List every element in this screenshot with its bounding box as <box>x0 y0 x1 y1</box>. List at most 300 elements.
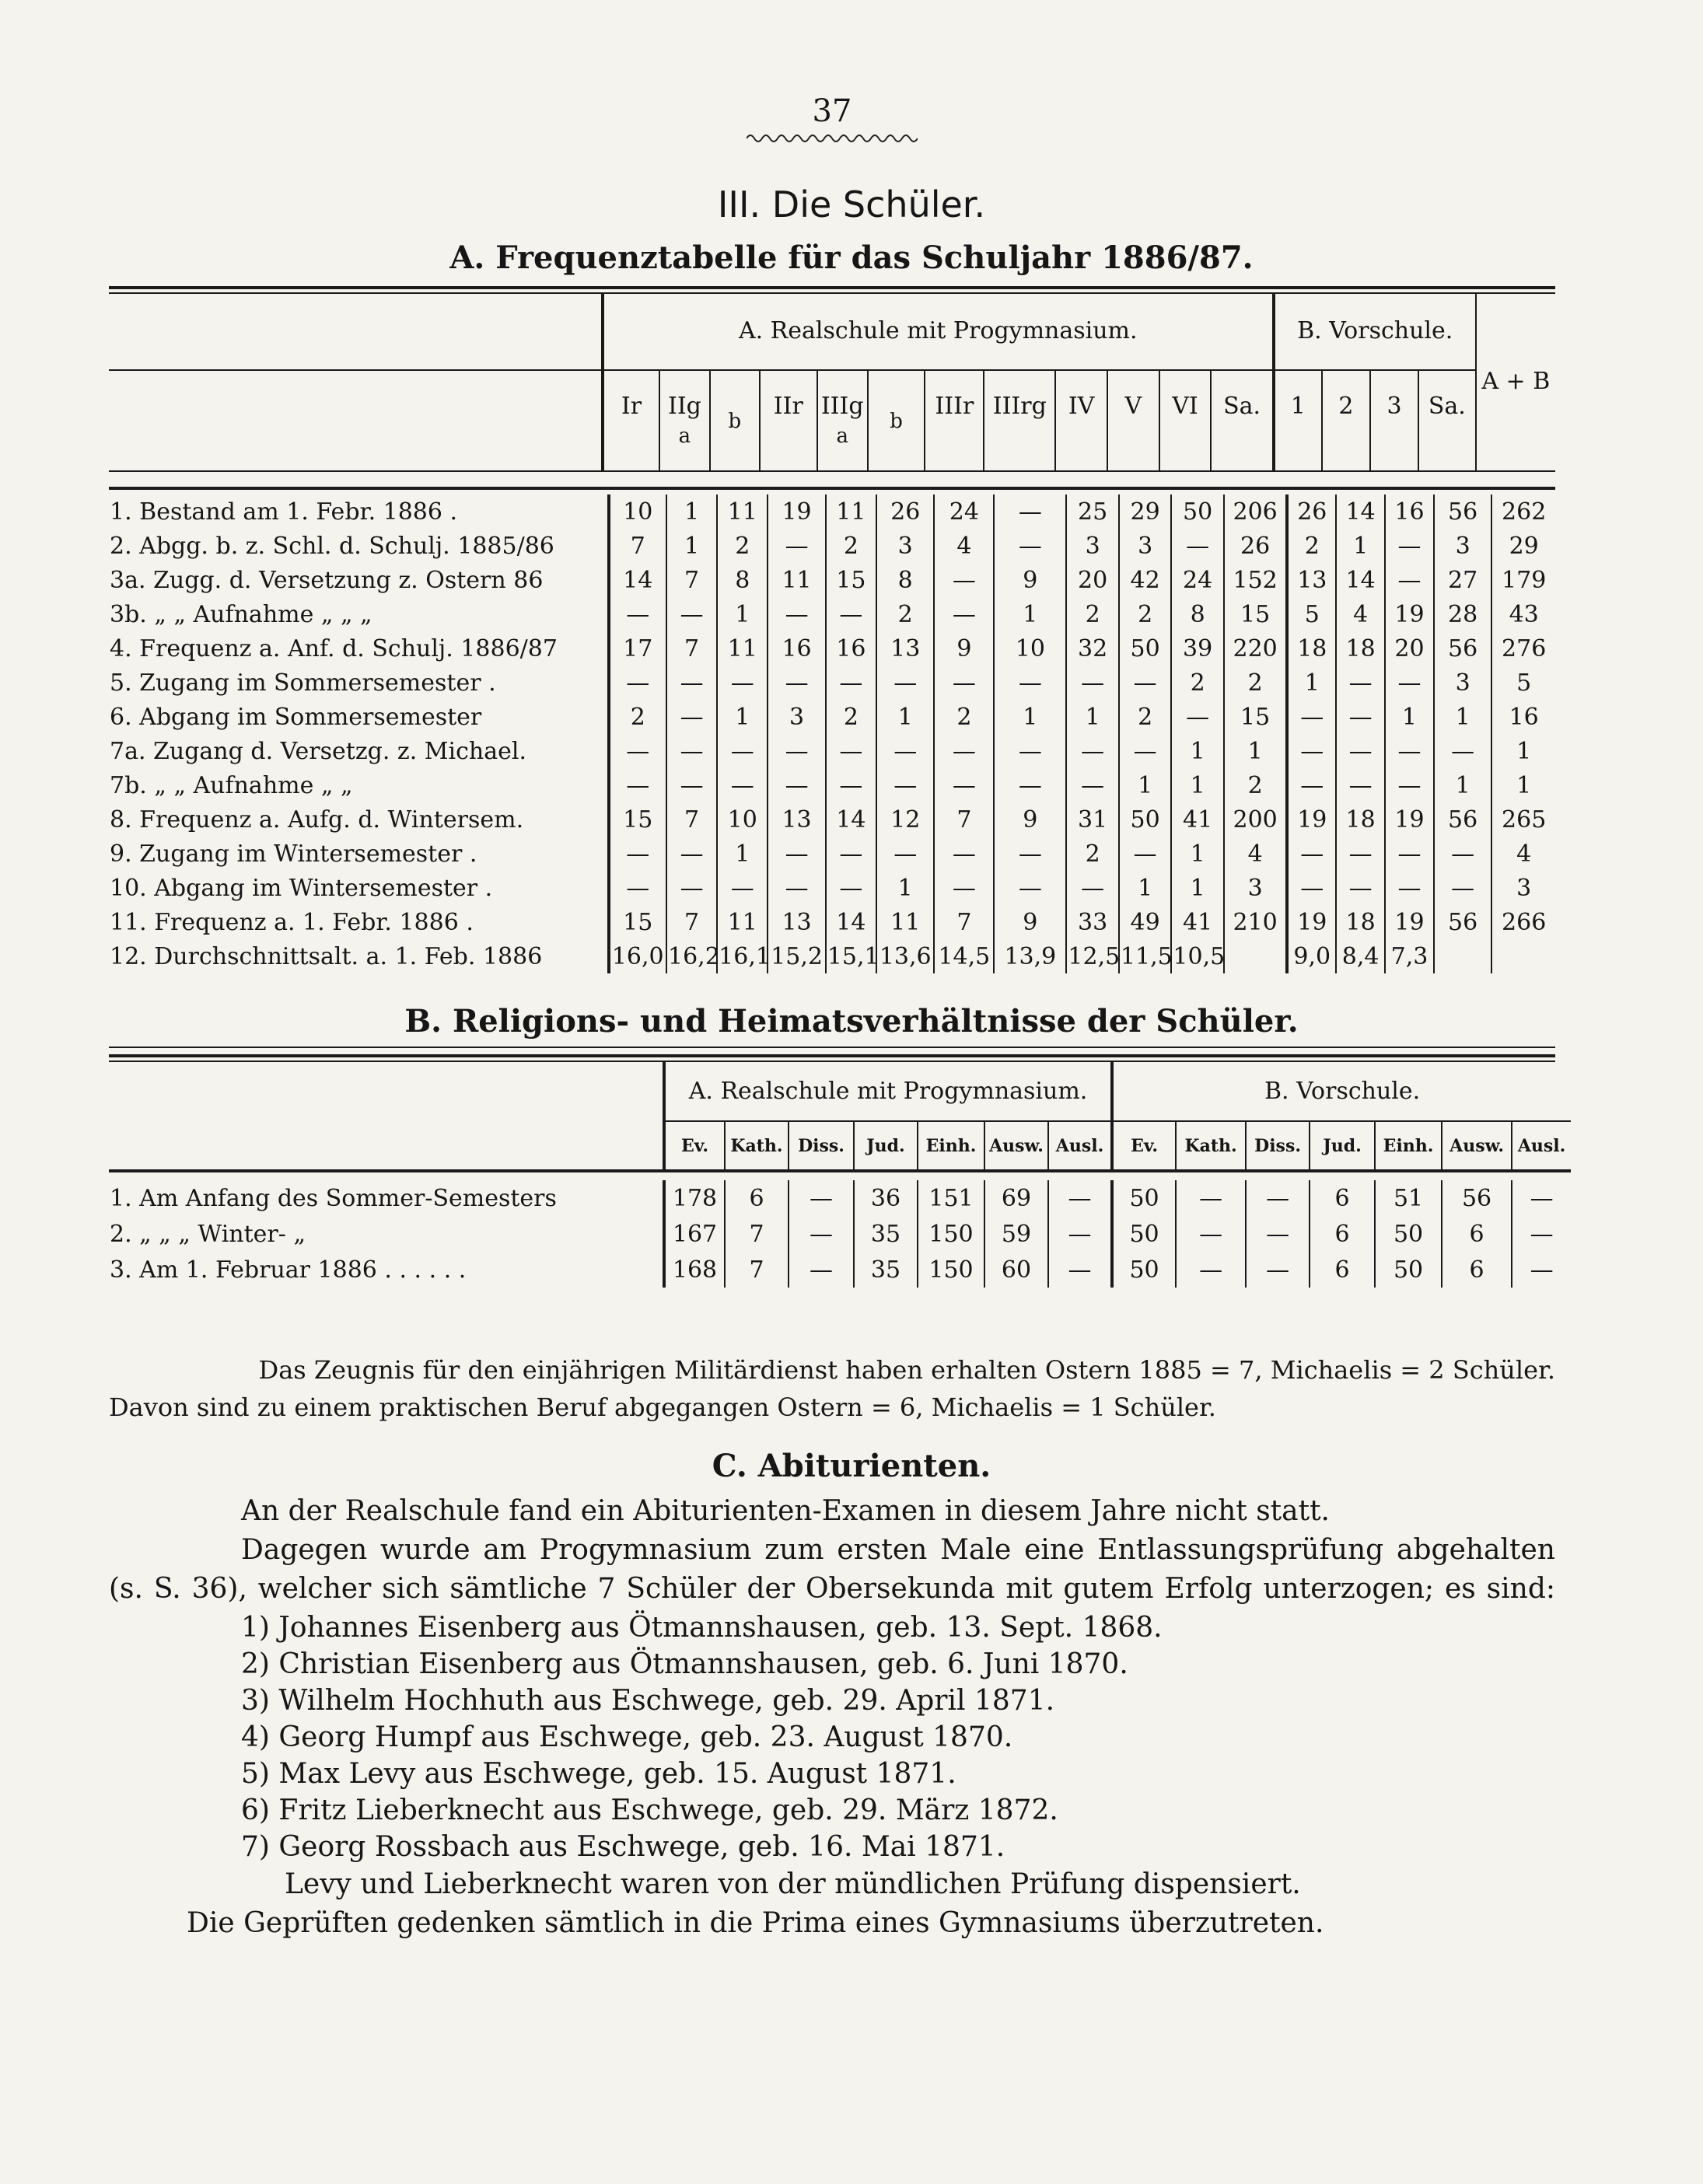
list-item: 2) Christian Eisenberg aus Ötmannshausen, geb. 6. Juni 1870. <box>241 1648 1128 1680</box>
list-item: 6) Fritz Lieberknecht aus Eschwege, geb. 29. März 1872. <box>241 1794 1058 1826</box>
table-cell: 5 <box>1287 597 1336 631</box>
table-cell: 276 <box>1491 631 1555 666</box>
table-row <box>109 700 1555 734</box>
table-cell: 10,5 <box>1171 939 1224 973</box>
table-cell: 3 <box>876 529 934 563</box>
table-row <box>109 939 1555 973</box>
table-cell: — <box>1287 837 1336 871</box>
t1-head-group-a: A. Realschule mit Progymnasium. <box>603 292 1274 370</box>
table-cell: 150 <box>918 1252 984 1288</box>
table-cell: 56 <box>1434 905 1491 939</box>
t2-table <box>109 1062 1571 1288</box>
table-cell: — <box>1066 768 1119 802</box>
table-cell: — <box>768 871 825 905</box>
table-cell: — <box>1246 1216 1310 1252</box>
t1-col-label: IIg <box>667 392 701 420</box>
table-cell: 18 <box>1336 905 1385 939</box>
table-cell: 50 <box>1112 1216 1176 1252</box>
row-label: 8. Frequenz a. Aufg. d. Wintersem. <box>110 805 524 833</box>
table-cell: 1 <box>994 597 1066 631</box>
table-cell: 20 <box>1066 563 1119 597</box>
table-cell: 11 <box>717 905 768 939</box>
table-cell: 1 <box>1171 837 1224 871</box>
table-cell: 29 <box>1119 494 1172 529</box>
table-cell: — <box>768 597 825 631</box>
t1-col-sublabel: a <box>836 424 848 448</box>
t2-corner-2 <box>109 1121 664 1171</box>
row-label: 7a. Zugang d. Versetzg. z. Michael. <box>110 737 527 765</box>
table-cell: — <box>1119 666 1172 700</box>
table-cell: 13 <box>768 802 825 837</box>
table-cell: — <box>934 734 994 768</box>
table-row <box>109 802 1555 837</box>
table-cell: — <box>1385 666 1434 700</box>
table-cell: — <box>876 734 934 768</box>
table-cell: — <box>666 597 717 631</box>
table-cell: 24 <box>1171 563 1224 597</box>
table-cell: 28 <box>1434 597 1491 631</box>
table-cell: — <box>666 837 717 871</box>
table-cell: — <box>1048 1252 1112 1288</box>
table-cell: 13 <box>768 905 825 939</box>
t1-col-head <box>817 370 868 471</box>
table-cell: 13 <box>876 631 934 666</box>
t1-col-label: 2 <box>1338 392 1354 420</box>
table-cell: 25 <box>1066 494 1119 529</box>
table-cell: — <box>666 666 717 700</box>
table-cell: — <box>994 529 1066 563</box>
table-cell: 56 <box>1434 802 1491 837</box>
table-cell: 50 <box>1112 1252 1176 1288</box>
row-label: 10. Abgang im Wintersemester . <box>110 874 493 902</box>
t1-col-head <box>760 370 817 471</box>
table-cell: 59 <box>984 1216 1048 1252</box>
table-cell: 31 <box>1066 802 1119 837</box>
student-list <box>241 1609 1163 1865</box>
t2-head-row-1 <box>109 1062 1571 1121</box>
table-cell: — <box>1434 734 1491 768</box>
table-cell: 16 <box>826 631 876 666</box>
table-cell: 179 <box>1491 563 1555 597</box>
table-cell: 3 <box>1434 666 1491 700</box>
table-cell: 9 <box>994 563 1066 597</box>
table-cell: 6 <box>1310 1180 1375 1216</box>
table-cell: 19 <box>1385 905 1434 939</box>
t2-col-head: Ausl. <box>1512 1121 1571 1171</box>
t1-head-ab: A + B <box>1476 292 1555 471</box>
table-cell: — <box>876 768 934 802</box>
table-cell: 2 <box>826 529 876 563</box>
table-row <box>109 494 1555 529</box>
table-cell: 1 <box>1224 734 1287 768</box>
table-cell: 3 <box>768 700 825 734</box>
t2-col-head: Jud. <box>1310 1121 1375 1171</box>
table-cell: 50 <box>1119 802 1172 837</box>
row-label: 12. Durchschnittsalt. a. 1. Feb. 1886 <box>110 942 543 970</box>
table-row <box>109 1180 1571 1216</box>
table-cell: 29 <box>1491 529 1555 563</box>
table-cell: 56 <box>1442 1180 1512 1216</box>
table-cell: — <box>666 700 717 734</box>
table-row <box>109 529 1555 563</box>
row-label: 3b. „ „ Aufnahme „ „ „ <box>110 600 372 628</box>
table-cell: 1 <box>1491 734 1555 768</box>
table-cell: — <box>1287 768 1336 802</box>
table-cell: 1 <box>1434 700 1491 734</box>
row-label: 6. Abgang im Sommersemester <box>110 703 482 731</box>
table-cell: — <box>717 871 768 905</box>
table-cell: — <box>789 1252 854 1288</box>
page-number: 37 <box>812 93 852 129</box>
table-cell: 1 <box>1119 768 1172 802</box>
table-cell: 1 <box>1171 871 1224 905</box>
table-cell: 150 <box>918 1216 984 1252</box>
t1-body-table <box>109 494 1555 973</box>
table-cell: — <box>826 837 876 871</box>
t2-col-head: Ausw. <box>984 1121 1048 1171</box>
section-b-title: B. Religions- und Heimatsverhältnisse der Schüler. <box>404 1003 1299 1040</box>
table-cell: 3 <box>1224 871 1287 905</box>
table-cell: 1 <box>1385 700 1434 734</box>
table-cell: 50 <box>1171 494 1224 529</box>
table-cell: 7 <box>609 529 666 563</box>
t2-col-head: Einh. <box>918 1121 984 1171</box>
frequency-table-body <box>109 494 1555 973</box>
table-cell: — <box>1434 871 1491 905</box>
table-cell: 19 <box>1287 905 1336 939</box>
t2-col-head: Ausl. <box>1048 1121 1112 1171</box>
table-cell: — <box>1119 734 1172 768</box>
table-cell: — <box>876 666 934 700</box>
list-item: 1) Johannes Eisenberg aus Ötmannshausen, geb. 13. Sept. 1868. <box>241 1612 1163 1644</box>
t1-col-sublabel <box>1212 421 1271 451</box>
t1-col-label: V <box>1124 392 1142 420</box>
table-cell: 7 <box>666 802 717 837</box>
table-cell: — <box>1336 666 1385 700</box>
section-c-title: C. Abiturienten. <box>712 1448 991 1484</box>
rule-b-top-1 <box>109 1054 1555 1057</box>
table-cell: 3 <box>1434 529 1491 563</box>
t1-col-sublabel <box>1275 421 1321 451</box>
table-cell: 16 <box>1491 700 1555 734</box>
t1-col-head <box>1274 370 1322 471</box>
table-cell: 152 <box>1224 563 1287 597</box>
table-cell: — <box>1171 529 1224 563</box>
table-cell: 7 <box>666 563 717 597</box>
table-cell: 8,4 <box>1336 939 1385 973</box>
t1-col-label: IIIr <box>935 392 974 420</box>
table-cell: 14 <box>1336 563 1385 597</box>
table-cell: — <box>1336 700 1385 734</box>
table-cell: — <box>826 871 876 905</box>
t1-col-head <box>659 370 709 471</box>
table-cell: 20 <box>1385 631 1434 666</box>
table-cell: — <box>609 871 666 905</box>
table-cell: — <box>768 666 825 700</box>
table-cell: — <box>826 666 876 700</box>
table-cell: — <box>1176 1180 1246 1216</box>
table-cell: 1 <box>1066 700 1119 734</box>
table-cell: — <box>1385 871 1434 905</box>
table-row <box>109 1216 1571 1252</box>
t2-col-head: Ev. <box>664 1121 725 1171</box>
table-cell: 7,3 <box>1385 939 1434 973</box>
table-cell: — <box>609 837 666 871</box>
t2-separator <box>109 1171 1571 1180</box>
t2-col-head: Jud. <box>854 1121 918 1171</box>
table-cell: 8 <box>717 563 768 597</box>
table-row <box>109 734 1555 768</box>
c-paragraph-2b: (s. S. 36), welcher sich sämtliche 7 Schüler der Obersekunda mit gutem Erfolg unterzogen; es sind: <box>109 1573 1555 1605</box>
t1-corner <box>109 292 603 370</box>
chapter-title: III. Die Schüler. <box>717 183 986 225</box>
table-cell: 49 <box>1119 905 1172 939</box>
table-cell: 1 <box>1287 666 1336 700</box>
table-cell: 15 <box>826 563 876 597</box>
table-cell: 4 <box>934 529 994 563</box>
table-cell: — <box>1512 1180 1571 1216</box>
table-cell: 41 <box>1171 905 1224 939</box>
t1-col-sublabel <box>984 421 1054 451</box>
table-cell: 16,2 <box>666 939 717 973</box>
table-cell: — <box>934 768 994 802</box>
table-cell: — <box>717 768 768 802</box>
table-cell: — <box>1336 768 1385 802</box>
table-cell: 220 <box>1224 631 1287 666</box>
t1-col-head <box>710 370 760 471</box>
t1-col-sublabel: b <box>728 409 742 433</box>
table-cell: — <box>1246 1180 1310 1216</box>
table-cell: — <box>1385 529 1434 563</box>
table-cell: 35 <box>854 1252 918 1288</box>
t1-col-head <box>1322 370 1370 471</box>
table-cell: 11 <box>876 905 934 939</box>
table-cell: 4 <box>1224 837 1287 871</box>
table-cell: — <box>1119 837 1172 871</box>
t2-col-head: Ev. <box>1112 1121 1176 1171</box>
table-cell: — <box>1066 734 1119 768</box>
table-cell: 18 <box>1336 802 1385 837</box>
row-label: 2. Abgg. b. z. Schl. d. Schulj. 1885/86 <box>110 532 554 560</box>
table-cell: 7 <box>934 905 994 939</box>
t1-col-sublabel <box>604 421 659 451</box>
table-cell: — <box>934 666 994 700</box>
table-cell: — <box>1385 563 1434 597</box>
table-cell: — <box>1176 1216 1246 1252</box>
table-cell: 2 <box>934 700 994 734</box>
section-a-title: A. Frequenztabelle für das Schuljahr 1886/87. <box>449 239 1254 276</box>
table-cell: 27 <box>1434 563 1491 597</box>
t2-col-head: Diss. <box>1246 1121 1310 1171</box>
table-cell: — <box>1512 1216 1571 1252</box>
table-cell: 6 <box>1442 1252 1512 1288</box>
table-cell: 210 <box>1224 905 1287 939</box>
table-cell: 1 <box>666 529 717 563</box>
row-label: 3. Am 1. Februar 1886 . . . . . . <box>110 1256 467 1284</box>
t1-col-sublabel <box>1371 421 1418 451</box>
table-cell: 1 <box>717 597 768 631</box>
table-cell: 2 <box>609 700 666 734</box>
list-item: 3) Wilhelm Hochhuth aus Eschwege, geb. 29. April 1871. <box>241 1685 1055 1717</box>
table-cell: 13 <box>1287 563 1336 597</box>
table-cell: 206 <box>1224 494 1287 529</box>
table-row <box>109 837 1555 871</box>
c-paragraph-3: Levy und Lieberknecht waren von der mündlichen Prüfung dispensiert. <box>285 1868 1301 1900</box>
table-row <box>109 768 1555 802</box>
t1-col-sublabel <box>1056 421 1107 451</box>
table-cell: 10 <box>717 802 768 837</box>
t2-head-group-a: A. Realschule mit Progymnasium. <box>664 1062 1112 1121</box>
table-cell: 12 <box>876 802 934 837</box>
c-paragraph-1: An der Realschule fand ein Abiturienten-Examen in diesem Jahre nicht statt. <box>241 1495 1330 1527</box>
rule-top-1 <box>109 286 1555 289</box>
table-cell: 16,0 <box>609 939 666 973</box>
table-cell: 6 <box>725 1180 789 1216</box>
table-cell: — <box>717 734 768 768</box>
t1-col-label: IIIrg <box>992 392 1047 420</box>
table-cell: 7 <box>934 802 994 837</box>
table-cell: 39 <box>1171 631 1224 666</box>
table-cell: 13,9 <box>994 939 1066 973</box>
table-cell: 14 <box>826 802 876 837</box>
table-cell: 51 <box>1375 1180 1442 1216</box>
table-row <box>109 563 1555 597</box>
table-cell: 3 <box>1491 871 1555 905</box>
t1-col-sublabel <box>1160 421 1211 451</box>
table-cell: 60 <box>984 1252 1048 1288</box>
table-cell: 1 <box>666 494 717 529</box>
table-cell: 151 <box>918 1180 984 1216</box>
t1-col-head <box>1159 370 1212 471</box>
table-cell: 2 <box>1066 837 1119 871</box>
table-cell: — <box>1434 837 1491 871</box>
t1-col-sublabel: a <box>678 424 691 448</box>
table-cell: 8 <box>1171 597 1224 631</box>
table-cell: 3 <box>1119 529 1172 563</box>
table-cell: 50 <box>1375 1216 1442 1252</box>
table-cell: — <box>1336 734 1385 768</box>
table-cell: — <box>1176 1252 1246 1288</box>
t1-col-label: Ir <box>621 392 642 420</box>
table-cell: — <box>1336 837 1385 871</box>
table-cell: 56 <box>1434 494 1491 529</box>
table-cell: 15 <box>609 802 666 837</box>
table-cell: — <box>666 871 717 905</box>
table-cell: 1 <box>1171 734 1224 768</box>
table-cell: 1 <box>994 700 1066 734</box>
table-cell: — <box>1171 700 1224 734</box>
t1-col-sublabel <box>761 421 817 451</box>
table-cell: 42 <box>1119 563 1172 597</box>
table-cell: 262 <box>1491 494 1555 529</box>
table-cell: 19 <box>768 494 825 529</box>
t1-col-sublabel <box>1323 421 1369 451</box>
table-cell: — <box>768 529 825 563</box>
t1-col-label: 1 <box>1290 392 1306 420</box>
table-cell: 4 <box>1491 837 1555 871</box>
table-cell: 8 <box>876 563 934 597</box>
table-cell: 15,2 <box>768 939 825 973</box>
table-cell <box>1434 939 1491 973</box>
table-cell: 2 <box>1287 529 1336 563</box>
list-item: 7) Georg Rossbach aus Eschwege, geb. 16. Mai 1871. <box>241 1831 1005 1863</box>
t1-col-sublabel <box>925 421 983 451</box>
t1-col-head <box>925 370 984 471</box>
table-cell: 11 <box>717 631 768 666</box>
table-cell: 167 <box>664 1216 725 1252</box>
table-cell: — <box>609 597 666 631</box>
table-cell: — <box>934 597 994 631</box>
table-cell: 2 <box>1171 666 1224 700</box>
table-cell: — <box>768 837 825 871</box>
list-item: 5) Max Levy aus Eschwege, geb. 15. August 1871. <box>241 1758 956 1790</box>
table-cell: — <box>994 768 1066 802</box>
table-cell: 1 <box>717 837 768 871</box>
table-cell: 7 <box>666 905 717 939</box>
table-cell: 1 <box>1336 529 1385 563</box>
t1-col-label: IV <box>1068 392 1095 420</box>
table-cell: 9 <box>934 631 994 666</box>
t2-head-group-b: B. Vorschule. <box>1112 1062 1571 1121</box>
list-item: 4) Georg Humpf aus Eschwege, geb. 23. August 1870. <box>241 1721 1013 1753</box>
table-cell: 9 <box>994 905 1066 939</box>
t1-col-label: IIIg <box>820 392 864 420</box>
table-cell: 7 <box>666 631 717 666</box>
rule-head-bottom <box>109 487 1555 490</box>
table-cell: 15 <box>1224 597 1287 631</box>
table-cell: — <box>934 563 994 597</box>
table-cell: — <box>1048 1216 1112 1252</box>
table-cell: 35 <box>854 1216 918 1252</box>
row-label: 3a. Zugg. d. Versetzung z. Ostern 86 <box>110 566 544 594</box>
t1-col-head <box>1418 370 1476 471</box>
table-cell: 11 <box>717 494 768 529</box>
table-row <box>109 666 1555 700</box>
t1-col-label: 3 <box>1387 392 1402 420</box>
table-cell: — <box>1287 700 1336 734</box>
table-cell: 12,5 <box>1066 939 1119 973</box>
rule-before-b <box>109 1047 1555 1048</box>
table-cell: 9 <box>994 802 1066 837</box>
table-cell: — <box>934 837 994 871</box>
table-cell: 266 <box>1491 905 1555 939</box>
table-cell: — <box>876 837 934 871</box>
table-cell: 36 <box>854 1180 918 1216</box>
row-label: 5. Zugang im Sommersemester . <box>110 669 496 697</box>
table-cell: 69 <box>984 1180 1048 1216</box>
table-cell: 26 <box>1287 494 1336 529</box>
t2-col-head: Einh. <box>1375 1121 1442 1171</box>
table-cell: 11 <box>826 494 876 529</box>
table-cell: 32 <box>1066 631 1119 666</box>
row-label: 1. Am Anfang des Sommer-Semesters <box>110 1184 557 1212</box>
row-label: 4. Frequenz a. Anf. d. Schulj. 1886/87 <box>110 634 558 662</box>
table-cell: 2 <box>717 529 768 563</box>
t2-col-head: Ausw. <box>1442 1121 1512 1171</box>
table-cell: — <box>666 734 717 768</box>
table-cell: — <box>609 666 666 700</box>
table-cell: — <box>1287 871 1336 905</box>
table-cell: — <box>1336 871 1385 905</box>
row-label: 2. „ „ „ Winter- „ <box>110 1220 306 1248</box>
c-paragraph-4: Die Geprüften gedenken sämtlich in die Prima eines Gymnasiums überzutreten. <box>187 1907 1324 1939</box>
row-label: 9. Zugang im Wintersemester . <box>110 840 477 868</box>
table-cell: 24 <box>934 494 994 529</box>
table-cell: 33 <box>1066 905 1119 939</box>
t1-col-head <box>1370 370 1418 471</box>
zeugnis-line-1: Das Zeugnis für den einjährigen Militärdienst haben erhalten Ostern 1885 = 7, Michaelis = 2 Schüler. <box>258 1355 1555 1385</box>
t1-col-head <box>984 370 1055 471</box>
